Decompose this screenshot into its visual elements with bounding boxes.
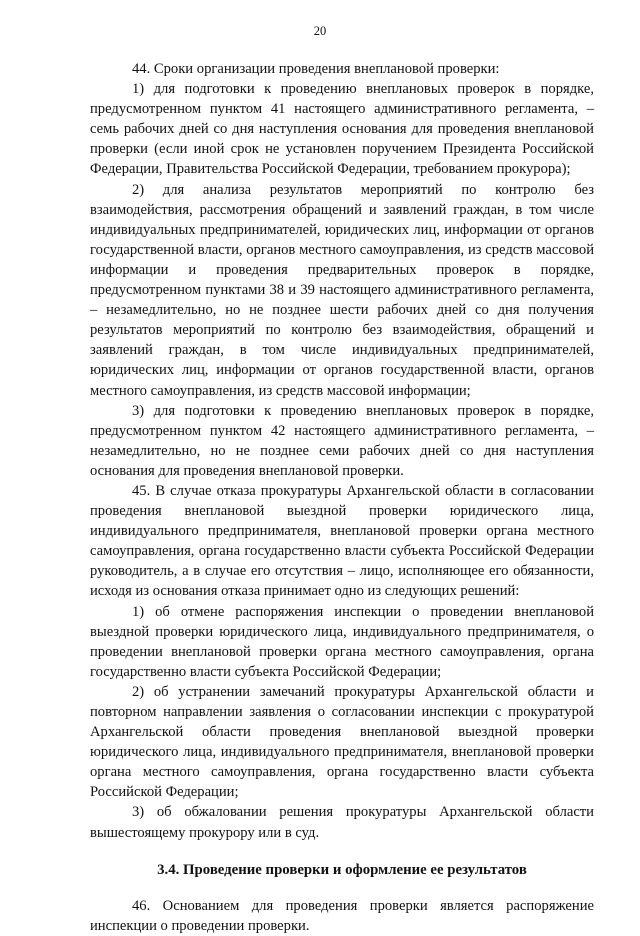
paragraph-46: 46. Основанием для проведения проверки является распоряжение инспекции о проведении проверки. [90,897,594,934]
paragraph-44-item-2: 2) для анализа результатов мероприятий по контролю без взаимодействия, рассмотрения обращений и заявлений граждан, в том числе индивидуальных предпринимателей, юридических лиц, информации от органов государственной власти, органов местного самоуправления, из средств массовой информации и проведения предварительных проверок в порядке, предусмотренном пунктами 38 и 39 настоящего административного регламента, – незамедлительно, но не позднее шести рабочих дней со дня получения результатов мероприятий по контролю без взаимодействия, обращений и заявлений граждан, в том числе индивидуальных предпринимателей, юридических лиц, информации от органов государственной власти, органов местного самоуправления, из средств массовой информации; [90,181,594,399]
paragraph-44-item-3: 3) для подготовки к проведению внеплановых проверок в порядке, предусмотренном пунктом 42 настоящего административного регламента, – незамедлительно, но не позднее семи рабочих дней со дня наступления основания для проведения внеплановой проверки. [90,402,594,479]
page-number: 20 [313,24,327,38]
section-heading: 3.4. Проведение проверки и оформление ее результатов [157,861,527,878]
paragraph-45-item-2: 2) об устранении замечаний прокуратуры Архангельской области и повторном направлении заявления о согласовании инспекции с прокуратурой Архангельской области проведения внеплановой выездной проверки юридического лица, индивидуального предпринимателя, внеплановой проверки органа местного самоуправления, органа государственно власти субъекта Российской Федерации; [90,683,594,801]
paragraph-45-item-1: 1) об отмене распоряжения инспекции о проведении внеплановой выездной проверки юридического лица, индивидуального предпринимателя, о проведении внеплановой проверки органа местного самоуправления, органа государственно власти субъекта Российской Федерации; [90,603,594,680]
paragraph-44-item-1: 1) для подготовки к проведению внеплановых проверок в порядке, предусмотренном пунктом 41 настоящего административного регламента, – семь рабочих дней со дня наступления основания для проведения внеплановой проверки (если иной срок не установлен поручением Президента Российской Федерации, Правительства Российской Федерации, требованием прокурора); [90,81,594,178]
document-body [90,59,594,936]
paragraph-44-title: 44. Сроки организации проведения внеплановой проверки: [132,61,500,77]
paragraph-45: 45. В случае отказа прокуратуры Архангельской области в согласовании проведения внеплановой выездной проверки юридического лица, индивидуального предпринимателя, внеплановой проверки органа местного самоуправления, органа государственно власти субъекта Российской Федерации руководитель, а в случае его отсутствия – лицо, исполняющее его обязанности, исходя из основания отказа принимает одно из следующих решений: [90,482,594,600]
paragraph-45-item-3: 3) об обжаловании решения прокуратуры Архангельской области вышестоящему прокурору или в суд. [90,804,594,841]
